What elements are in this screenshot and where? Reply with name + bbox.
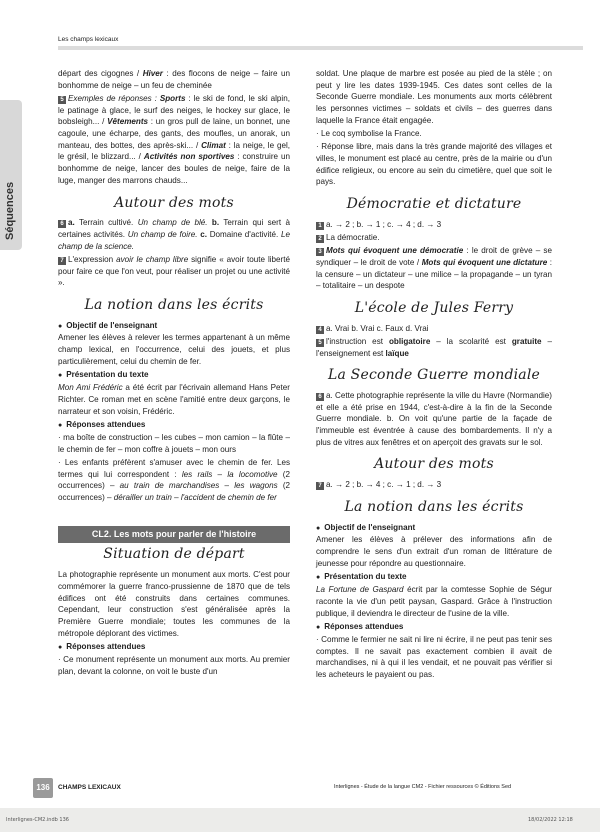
side-tab — [0, 100, 22, 250]
subheading: ● Présentation du texte — [316, 571, 552, 584]
paragraph: · Comme le fermier ne sait ni lire ni écrire, il ne peut pas tenir ses comptes. Il ne savait pas exactement combien il avait de marchandises, ni à qui il les vendait, et ne pouvait pas vérifier si les acheteurs le payaient ou pas. — [316, 634, 552, 680]
exercise-number: 5 — [58, 96, 66, 104]
paragraph: 6 a. Terrain cultivé. Un champ de blé. b. Terrain qui sert à certaines activités. Un champ de foire. c. Domaine d'activité. Le champ de la science. — [58, 218, 291, 251]
paragraph: 2 La démocratie. — [316, 232, 552, 244]
footer-credit: Interlignes - Étude de la langue CM2 - Fichier ressources © Éditions Sed — [334, 784, 512, 790]
section-heading: Situation de départ — [103, 546, 245, 563]
paragraph: 5 Exemples de réponses : Sports : le ski de fond, le ski alpin, le patinage à glace, le surf des neiges, le hockey sur glace, le bobsleigh... / Vêtements : un gros pull de laine, un bonnet, une cagoule, une écharpe, des gants, des moufles, un anorak, un manteau, des bottes, des après-ski... / Climat : la neige, le gel, le grésil, le blizzard... / Activités non sportives : construire un bonhomme de neige, lancer des boules de neige, faire de la luge, manger des marrons chauds... — [58, 93, 290, 185]
paragraph: 4 a. Vrai b. Vrai c. Faux d. Vrai — [316, 323, 552, 335]
paragraph: · Ce monument représente un monument aux morts. Au premier plan, devant la colonne, on voit le buste d'un — [58, 655, 290, 676]
exercise-number: 7 — [58, 257, 66, 265]
paragraph: La photographie représente un monument aux morts. C'est pour commémorer la guerre franco-prussienne de 1870 que de tels édifices ont été construits dans certaines communes. Cependant, leur construction s'est généralisée après la Première Guerre mondiale; toutes les communes de la métropole déplorant des victimes. — [58, 570, 290, 638]
paragraph: 7 L'expression avoir le champ libre signifie « avoir toute liberté pour faire ce que l'on veut, pour réaliser un projet ou une activité ». — [58, 254, 290, 288]
section-heading: L'école de Jules Ferry — [354, 299, 514, 316]
exercise-number: 1 — [316, 222, 324, 230]
column-left — [58, 68, 290, 679]
section-heading: Démocratie et dictature — [346, 196, 522, 213]
subheading: ● Présentation du texte — [58, 369, 290, 382]
paragraph: soldat. Une plaque de marbre est posée au pied de la stèle ; on peut y lire les dates 1939-1945. Ces dates sont celles de la Seconde Guerre mondiale. Les monuments aux morts célèbrent les personnes victimes – soldats et civils – des guerres dans laquelle la France était engagée. — [316, 69, 552, 125]
paragraph: · Les enfants préfèrent s'amuser avec le chemin de fer. Les termes qui lui correspondent : les rails – la locomotive (2 occurrences) – au train de marchandises – les wagons (2 occurrences) – dérailler un train – l'accident de chemin de fer — [58, 457, 291, 502]
exercise-number: 6 — [58, 220, 66, 228]
section-heading: Autour des mots — [374, 456, 494, 473]
paragraph: · Réponse libre, mais dans la très grande majorité des villages et villes, le monument est placé au centre, près de la mairie ou d'un édifice religieux, ou encore au sein du cimetière, quel que soit le pays. — [316, 142, 552, 187]
subheading: ● Réponses attendues — [58, 641, 290, 654]
subheading: ● Réponses attendues — [58, 419, 290, 432]
paragraph: 5 l'instruction est obligatoire – la scolarité est gratuite – l'enseignement est laïque — [316, 336, 552, 358]
paragraph: Amener les élèves à prélever des informations afin de comprendre le sens d'un extrait d'un roman de littérature de jeunesse pour répondre au questionnaire. — [316, 535, 552, 568]
section-heading: La notion dans les écrits — [84, 296, 264, 313]
paragraph: départ des cigognes / Hiver : des flocons de neige – faire un bonhomme de neige – un feu de cheminée — [58, 69, 290, 90]
subheading: ● Objectif de l'enseignant — [58, 320, 290, 333]
section-heading: Autour des mots — [114, 194, 234, 211]
paragraph: 7 a. → 2 ; b. → 4 ; c. → 1 ; d. → 3 — [316, 479, 552, 491]
side-tab-label: Séquences — [4, 181, 16, 240]
exercise-number: 5 — [316, 339, 324, 347]
paragraph: 1 a. → 2 ; b. → 1 ; c. → 4 ; d. → 3 — [316, 219, 552, 231]
paragraph: 6 a. Cette photographie représente la ville du Havre (Normandie) et elle a été prise en 1944, c'est-à-dire à la fin de la Seconde Guerre mondiale. b. On voit qu'une partie de la façade de l'immeuble est éventrée à cause des bombardements. Il n'y a plus de vitres aux fenêtres et on aperçoit des gravats sur le sol. — [316, 390, 552, 447]
paragraph: La Fortune de Gaspard écrit par la comtesse Sophie de Ségur raconte la vie d'un petit paysan, Gaspard. Grâce à l'instruction publique, il deviendra le directeur de l'usine de la ville. — [316, 585, 552, 618]
print-bar — [0, 808, 600, 832]
paragraph: · Le coq symbolise la France. — [316, 129, 422, 139]
exercise-number: 6 — [316, 393, 324, 401]
exercise-number: 3 — [316, 248, 324, 256]
exercise-number: 2 — [316, 235, 324, 243]
footer-section: CHAMPS LEXICAUX — [58, 784, 121, 791]
paragraph: Mon Ami Frédéric a été écrit par l'écrivain allemand Hans Peter Richter. Ce roman met en scène l'amitié entre deux garçons, le narrateur et son voisin, Frédéric. — [58, 383, 290, 416]
paragraph: Amener les élèves à relever les termes appartenant à un même champ lexical, en l'occurrence, celui des jouets, et plus particulièrement, celui du chemin de fer. — [58, 333, 290, 366]
exercise-number: 7 — [316, 482, 324, 490]
paragraph: 3 Mots qui évoquent une démocratie : le droit de grève – se syndiquer – le droit de vote / Mots qui évoquent une dictature : la censure – un dictateur – une milice – la propagande – un tyran – totalitaire – un despote — [316, 246, 552, 291]
column-right — [316, 68, 552, 682]
header-rule — [58, 46, 583, 50]
subheading: ● Réponses attendues — [316, 621, 552, 634]
print-file-label: Interlignes-CM2.indb 136 — [6, 817, 69, 823]
print-date-label: 18/02/2022 12:18 — [528, 817, 573, 823]
page-number: 136 — [33, 778, 53, 798]
chapter-banner: CL2. Les mots pour parler de l'histoire — [58, 526, 290, 544]
section-heading: La Seconde Guerre mondiale — [327, 367, 541, 384]
section-heading: La notion dans les écrits — [344, 498, 524, 515]
running-header: Les champs lexicaux — [58, 36, 119, 43]
paragraph: · ma boîte de construction – les cubes – mon camion – la flûte – le chemin de fer – mon coffre à jouets – mon ours — [58, 432, 290, 454]
exercise-number: 4 — [316, 326, 324, 334]
subheading: ● Objectif de l'enseignant — [316, 522, 552, 535]
